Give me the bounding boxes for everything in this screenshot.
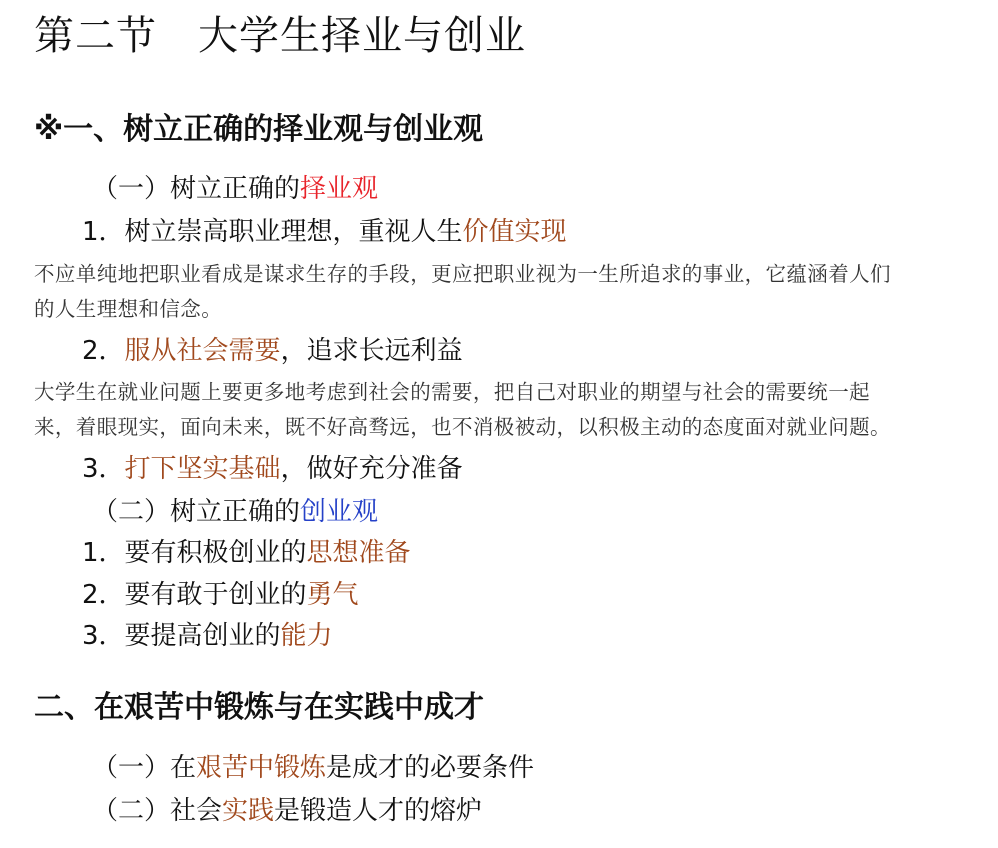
paragraph-line: 的人生理想和信念。 [34, 297, 223, 321]
item-1-1-2-highlight: 服从社会需要 [124, 336, 281, 366]
item-1-1-1-highlight: 价值实现 [462, 217, 567, 247]
paragraph-line: 来，着眼现实，面向未来，既不好高骛远，也不消极被动，以积极主动的态度面对就业问题。 [34, 415, 891, 439]
subsection-2-2-highlight: 实践 [222, 796, 275, 826]
item-1-2-2 [82, 580, 359, 611]
subsection-2-1-highlight: 艰苦中锻炼 [196, 753, 327, 783]
item-1-2-3 [82, 621, 333, 652]
subsection-2-1 [92, 753, 534, 784]
item-1-1-2-prefix: 2． [82, 336, 125, 366]
item-1-2-3-highlight: 能力 [280, 621, 333, 651]
item-1-1-1 [82, 217, 567, 248]
section-2-heading: 二、在艰苦中锻炼与在实践中成才 [34, 690, 484, 725]
item-1-2-2-prefix: 2．要有敢于创业的 [82, 580, 307, 610]
item-1-1-2-suffix: ，追求长远利益 [280, 336, 463, 366]
subsection-1-1 [92, 174, 378, 205]
subsection-2-1-suffix: 是成才的必要条件 [326, 753, 535, 783]
item-1-1-3-highlight: 打下坚实基础 [124, 454, 281, 484]
item-1-1-3-prefix: 3． [82, 454, 125, 484]
subsection-1-2 [92, 497, 378, 528]
item-1-2-2-highlight: 勇气 [306, 580, 359, 610]
subsection-2-1-prefix: （一）在 [92, 753, 197, 783]
subsection-2-2 [92, 796, 482, 827]
item-1-2-1 [82, 538, 411, 569]
subsection-1-1-prefix: （一）树立正确的 [92, 174, 301, 204]
section-1-heading: ※一、树立正确的择业观与创业观 [34, 112, 484, 147]
item-1-1-3-suffix: ，做好充分准备 [280, 454, 463, 484]
subsection-2-2-suffix: 是锻造人才的熔炉 [274, 796, 483, 826]
item-1-1-1-prefix: 1．树立崇高职业理想，重视人生 [82, 217, 463, 247]
item-1-1-3 [82, 454, 463, 485]
item-1-2-1-prefix: 1．要有积极创业的 [82, 538, 307, 568]
paragraph-line: 大学生在就业问题上要更多地考虑到社会的需要，把自己对职业的期望与社会的需要统一起 [34, 380, 870, 404]
item-1-2-1-highlight: 思想准备 [306, 538, 411, 568]
subsection-1-2-highlight: 创业观 [300, 497, 379, 527]
item-1-1-2 [82, 336, 463, 367]
page-title: 第二节 大学生择业与创业 [34, 13, 526, 59]
subsection-1-1-highlight: 择业观 [300, 174, 379, 204]
subsection-2-2-prefix: （二）社会 [92, 796, 223, 826]
subsection-1-2-prefix: （二）树立正确的 [92, 497, 301, 527]
item-1-2-3-prefix: 3．要提高创业的 [82, 621, 281, 651]
paragraph-line: 不应单纯地把职业看成是谋求生存的手段，更应把职业视为一生所追求的事业，它蕴涵着人们 [34, 262, 891, 286]
